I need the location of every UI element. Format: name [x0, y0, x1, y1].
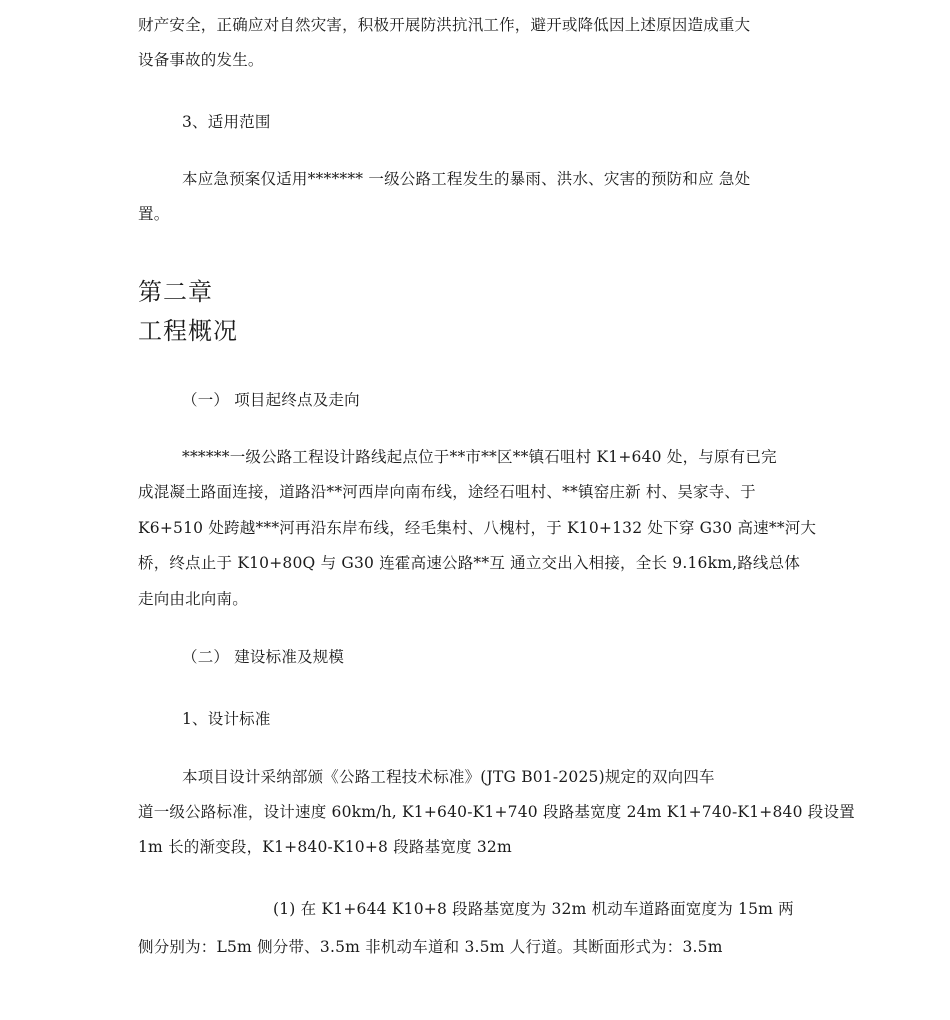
paragraph-line: 置。	[138, 205, 170, 223]
paragraph-line: 走向由北向南。	[138, 590, 248, 608]
section-heading: （二） 建设标准及规模	[182, 648, 345, 666]
chapter-number: 第二章	[138, 278, 213, 306]
paragraph-line: 本项目设计采纳部颁《公路工程技术标准》(JTG B01-2025)规定的双向四车	[182, 768, 715, 786]
paragraph-line: 1m 长的渐变段，K1+840-K10+8 段路基宽度 32m	[138, 838, 512, 856]
paragraph-line: 道一级公路标准，设计速度 60km/h, K1+640-K1+740 段路基宽度 24m K1+740-K1+840 段设置	[138, 803, 855, 821]
chapter-title: 工程概况	[138, 317, 238, 345]
paragraph-line: ******一级公路工程设计路线起点位于**市**区**镇石咀村 K1+640 处，与原有已完	[182, 448, 777, 466]
paragraph-line: 本应急预案仅适用******* 一级公路工程发生的暴雨、洪水、灾害的预防和应 急处	[182, 170, 751, 188]
paragraph-line: 成混凝土路面连接，道路沿**河西岸向南布线，途经石咀村、**镇窑庄新 村、吴家寺、于	[138, 483, 756, 501]
section-heading: （一） 项目起终点及走向	[182, 391, 360, 409]
paragraph-line: K6+510 处跨越***河再沿东岸布线，经毛集村、八槐村，于 K10+132 处下穿 G30 高速**河大	[138, 519, 817, 537]
paragraph-line: 桥，终点止于 K10+80Q 与 G30 连霍高速公路**互 通立交出入相接，全长 9.16km,路线总体	[138, 554, 801, 572]
section-heading: 1、设计标准	[182, 710, 271, 728]
section-heading: 3、适用范围	[182, 113, 271, 131]
paragraph-line: 财产安全，正确应对自然灾害，积极开展防洪抗汛工作，避开或降低因上述原因造成重大	[138, 16, 751, 34]
paragraph-line: 侧分别为：L5m 侧分带、3.5m 非机动车道和 3.5m 人行道。其断面形式为：3.5m	[138, 938, 723, 956]
paragraph-line: 设备事故的发生。	[138, 51, 264, 69]
paragraph-line: (1) 在 K1+644 K10+8 段路基宽度为 32m 机动车道路面宽度为 15m 两	[273, 900, 794, 918]
